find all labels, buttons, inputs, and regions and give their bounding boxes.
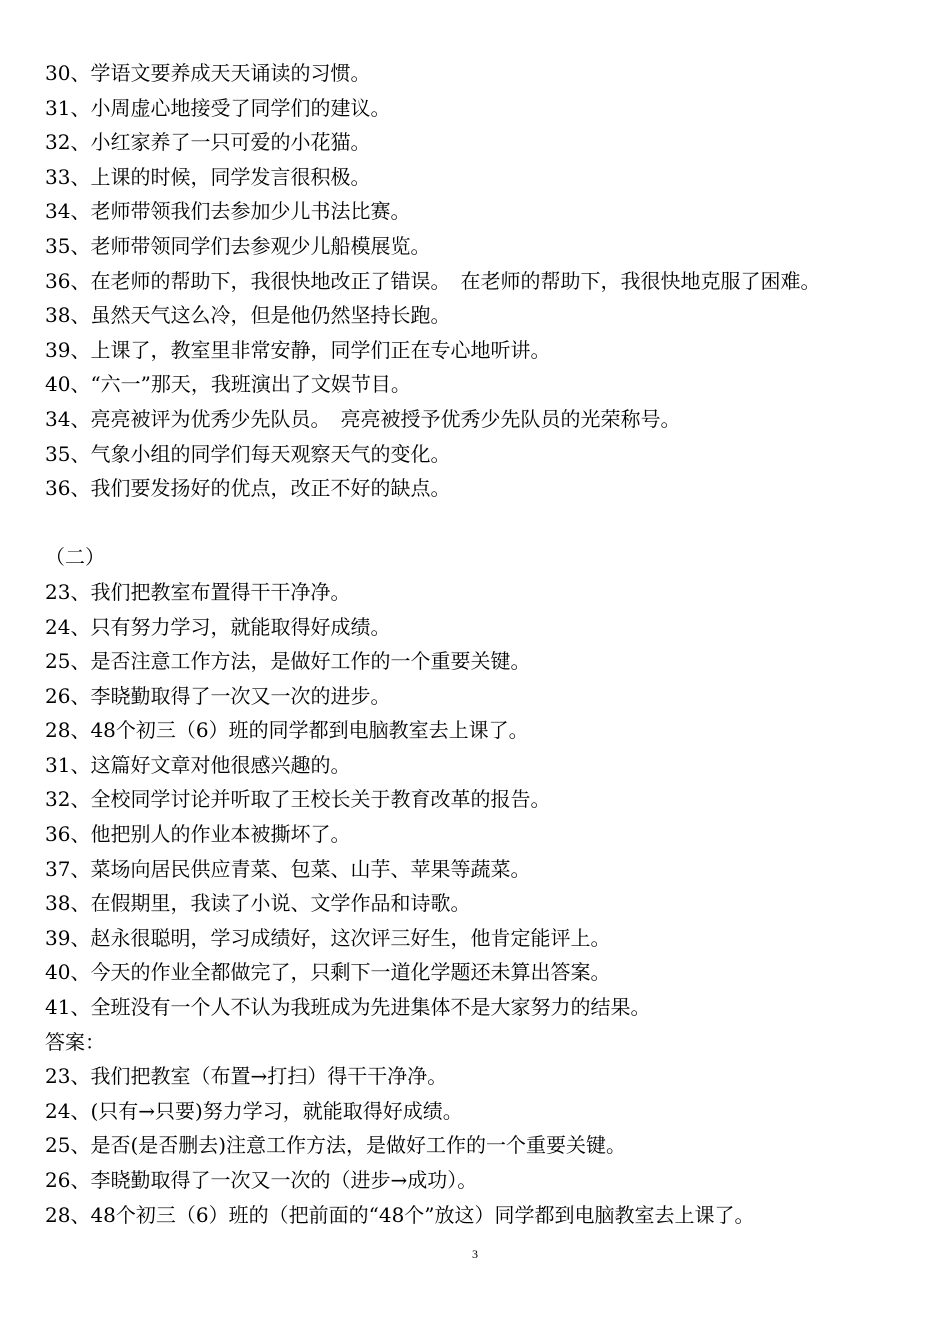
text-line: 39、赵永很聪明，学习成绩好，这次评三好生，他肯定能评上。 (45, 925, 611, 950)
text-line: 39、上课了，教室里非常安静，同学们正在专心地听讲。 (45, 337, 551, 362)
document-page (45, 56, 925, 1232)
text-line: 31、小周虚心地接受了同学们的建议。 (45, 95, 391, 120)
text-line: 28、48个初三（6）班的同学都到电脑教室去上课了。 (45, 718, 529, 743)
text-line: 38、在假期里，我读了小说、文学作品和诗歌。 (45, 891, 471, 916)
text-line: 36、他把别人的作业本被撕坏了。 (45, 822, 351, 847)
text-line: 24、只有努力学习，就能取得好成绩。 (45, 614, 391, 639)
text-line: 32、全校同学讨论并听取了王校长关于教育改革的报告。 (45, 787, 551, 812)
text-line: 23、我们把教室布置得干干净净。 (45, 579, 351, 604)
answer-line: 28、48个初三（6）班的（把前面的“48个”放这）同学都到电脑教室去上课了。 (45, 1202, 755, 1227)
answer-line: 26、李晓勤取得了一次又一次的（进步→成功）。 (45, 1168, 478, 1192)
text-line: 40、今天的作业全都做完了，只剩下一道化学题还未算出答案。 (45, 960, 611, 985)
answer-line: 25、是否(是否删去)注意工作方法，是做好工作的一个重要关键。 (45, 1133, 627, 1158)
text-line: 36、在老师的帮助下，我很快地改正了错误。 在老师的帮助下，我很快地克服了困难。 (45, 268, 821, 293)
answers-section (45, 1025, 925, 1233)
text-line: 25、是否注意工作方法，是做好工作的一个重要关键。 (45, 649, 531, 674)
text-line: 37、菜场向居民供应青菜、包菜、山芋、苹果等蔬菜。 (45, 856, 531, 881)
text-line: 33、上课的时候，同学发言很积极。 (45, 164, 371, 189)
text-line: 41、全班没有一个人不认为我班成为先进集体不是大家努力的结果。 (45, 995, 651, 1020)
text-line: 32、小红家养了一只可爱的小花猫。 (45, 130, 371, 155)
text-line: 34、亮亮被评为优秀少先队员。 亮亮被授予优秀少先队员的光荣称号。 (45, 406, 681, 431)
answer-line: 24、(只有→只要)努力学习，就能取得好成绩。 (45, 1098, 463, 1123)
text-line: 35、老师带领同学们去参观少儿船模展览。 (45, 233, 431, 258)
text-line: 31、这篇好文章对他很感兴趣的。 (45, 752, 351, 777)
section-heading: （二） (45, 545, 105, 570)
text-line: 30、学语文要养成天天诵读的习惯。 (45, 61, 371, 85)
section-two (45, 540, 925, 1024)
text-line: 36、我们要发扬好的优点，改正不好的缺点。 (45, 476, 451, 501)
page-number: 3 (472, 1247, 478, 1261)
text-line: 26、李晓勤取得了一次又一次的进步。 (45, 683, 391, 708)
text-line: 40、“六一”那天，我班演出了文娱节目。 (45, 372, 411, 397)
text-line: 34、老师带领我们去参加少儿书法比赛。 (45, 199, 411, 224)
text-line: 38、虽然天气这么冷，但是他仍然坚持长跑。 (45, 303, 451, 328)
text-line: 35、气象小组的同学们每天观察天气的变化。 (45, 441, 451, 466)
answers-heading: 答案： (45, 1029, 105, 1054)
answer-line: 23、我们把教室（布置→打扫）得干干净净。 (45, 1064, 448, 1089)
blank-line (45, 506, 925, 541)
section-one (45, 56, 925, 506)
